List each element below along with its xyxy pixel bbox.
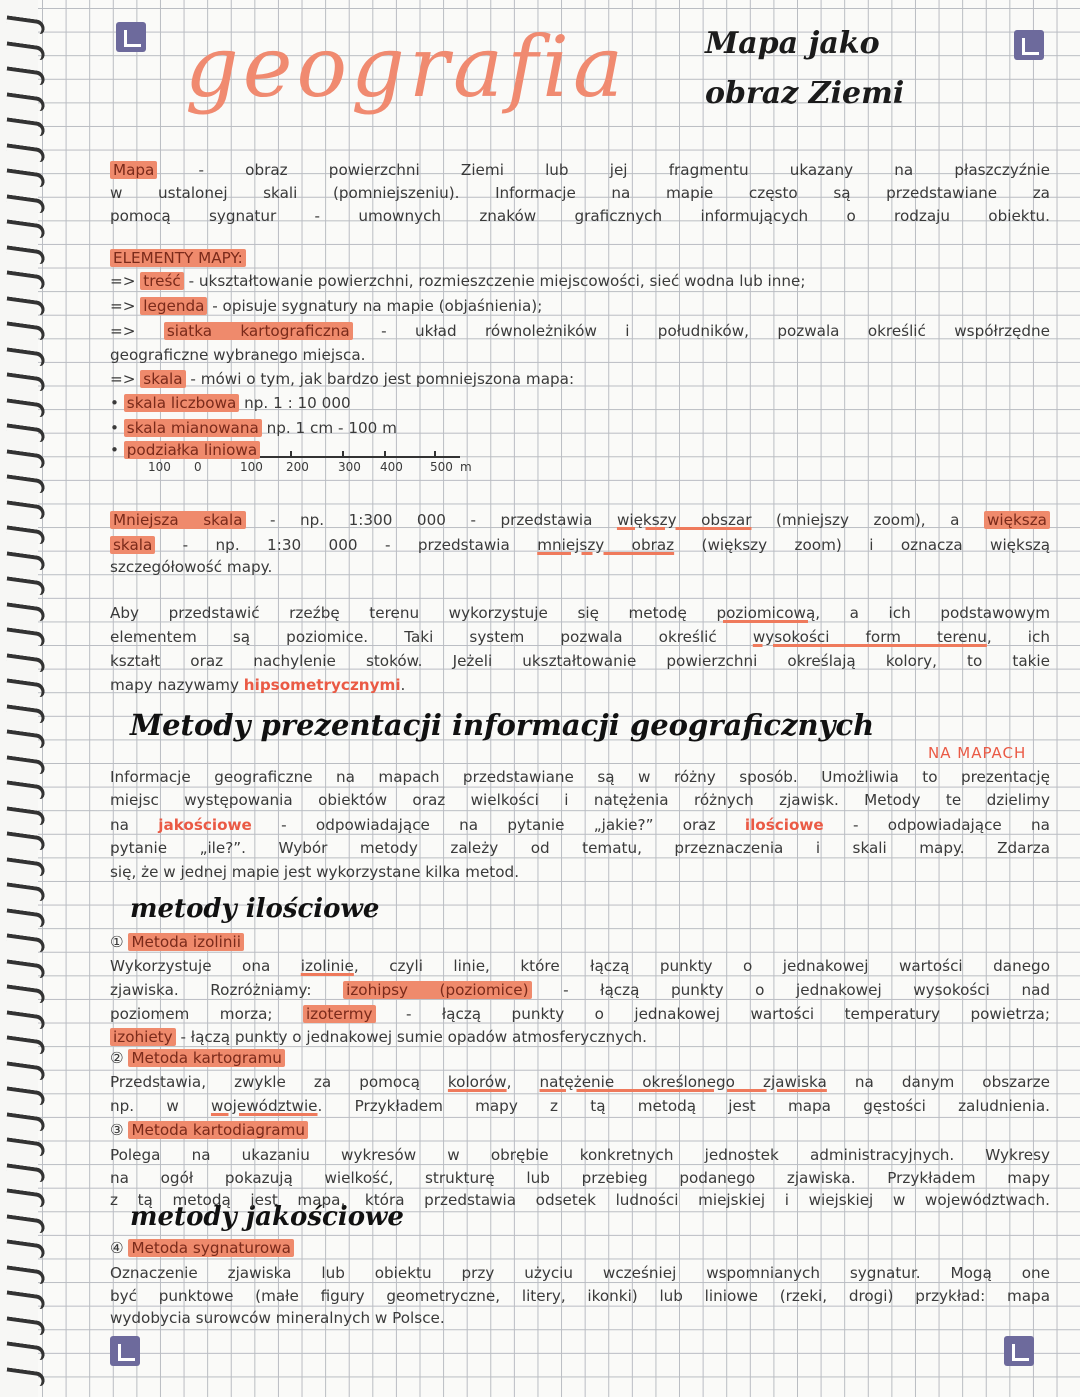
highlighted-term: Metoda kartodiagramu	[128, 1121, 308, 1139]
spiral-ring	[5, 729, 46, 748]
spiral-ring	[5, 398, 46, 417]
note-line	[110, 183, 1050, 203]
note-text: , czyli linie, które łączą punkty o jednakowej wartości danego	[353, 957, 1050, 975]
note-line	[110, 321, 1050, 341]
spiral-ring	[5, 143, 46, 162]
note-text: - obraz powierzchni Ziemi lub jej fragmentu ukazany na płaszczyźnie	[157, 161, 1050, 179]
scale-bar-label: 200	[286, 460, 309, 474]
note-line	[110, 1072, 1050, 1092]
highlighted-term: Metoda sygnaturowa	[128, 1239, 293, 1257]
note-line	[110, 510, 1050, 530]
spiral-ring	[5, 1188, 46, 1207]
spiral-ring	[5, 66, 46, 85]
spiral-ring	[5, 1137, 46, 1156]
red-term: jakościowe	[158, 816, 252, 834]
underlined-term: większy obszar	[616, 511, 752, 529]
note-line	[110, 651, 1050, 671]
red-term: ilościowe	[744, 816, 824, 834]
underlined-term: poziomicową	[716, 604, 816, 622]
highlighted-term: siatka kartograficzna	[164, 322, 353, 340]
note-text: =>	[110, 370, 141, 388]
note-text: - odpowiadające na	[823, 816, 1050, 834]
note-text: Aby przedstawić rzeźbę terenu wykorzystuje się metodę	[110, 604, 717, 622]
note-text: np. 1 cm - 100 m	[261, 419, 397, 437]
spiral-ring	[5, 806, 46, 825]
corner-marker-icon	[116, 22, 146, 52]
spiral-ring	[5, 857, 46, 876]
spiral-ring	[5, 500, 46, 519]
spiral-ring	[5, 15, 46, 34]
subtitle-line-2: obraz Ziemi	[705, 76, 905, 111]
highlighted-term: Mapa	[110, 161, 157, 179]
note-text: - np. 1:30 000 - przedstawia	[155, 536, 538, 554]
spiral-ring	[5, 92, 46, 111]
note-line	[110, 206, 1050, 226]
note-text: •	[110, 441, 124, 459]
highlighted-term: skala liczbowa	[124, 394, 240, 412]
note-text: ④	[110, 1239, 129, 1257]
spiral-ring	[5, 347, 46, 366]
note-line	[110, 790, 1050, 810]
highlighted-term: legenda	[140, 297, 207, 315]
highlighted-term: izotermy	[303, 1005, 376, 1023]
spiral-ring	[5, 525, 46, 544]
note-text: •	[110, 394, 124, 412]
note-text: wydobycia surowców mineralnych w Polsce.	[110, 1309, 445, 1327]
highlighted-term: Metoda kartogramu	[128, 1049, 284, 1067]
scale-bar-label: 100	[240, 460, 263, 474]
note-text: (większy zoom) i oznacza większą	[674, 536, 1050, 554]
note-line	[110, 1145, 1050, 1165]
note-text: =>	[110, 272, 141, 290]
note-text: Polega na ukazaniu wykresów w obrębie konkretnych jednostek administracyjnych. Wykresy	[110, 1146, 1050, 1164]
spiral-ring	[5, 296, 46, 315]
scale-bar-label: m	[460, 460, 472, 474]
note-line	[110, 767, 1050, 787]
note-text: , a ich podstawowym	[815, 604, 1050, 622]
note-line	[110, 838, 1050, 858]
underlined-term: wysokości form terenu	[752, 628, 987, 646]
spiral-ring	[5, 1112, 46, 1131]
spiral-ring	[5, 1010, 46, 1029]
note-text: elementem są poziomice. Taki system pozwala określić	[110, 628, 753, 646]
spiral-ring	[5, 1265, 46, 1284]
note-line	[110, 815, 1050, 835]
note-line	[110, 393, 1050, 413]
note-line	[110, 1168, 1050, 1188]
spiral-ring	[5, 474, 46, 493]
note-text: na ogół pokazują wielkość, strukturę lub przebieg podanego zjawiska. Przykładem mapy	[110, 1169, 1050, 1187]
spiral-ring	[5, 653, 46, 672]
note-text: ,	[506, 1073, 540, 1091]
note-text: mapy nazywamy	[110, 676, 244, 694]
spiral-ring	[5, 1239, 46, 1258]
note-text: pytanie „ile?”. Wybór metody zależy od tematu, przeznaczenia i skali mapy. Zdarza	[110, 839, 1050, 857]
note-text: np. w	[110, 1097, 211, 1115]
spiral-ring	[5, 1035, 46, 1054]
note-line	[110, 440, 1050, 460]
spiral-binding	[0, 0, 50, 1397]
underlined-term: kolorów	[447, 1073, 507, 1091]
highlighted-term: skala mianowana	[124, 419, 262, 437]
spiral-ring	[5, 627, 46, 646]
underlined-term: izolinie	[300, 957, 354, 975]
note-text: poziomem morza;	[110, 1005, 303, 1023]
note-line	[110, 557, 1050, 577]
note-text: miejsc występowania obiektów oraz wielkości i natężenia różnych zjawisk. Metody te dzielimy	[110, 791, 1050, 809]
scale-bar-label: 0	[194, 460, 202, 474]
note-line	[110, 1048, 1050, 1068]
highlighted-term: większa	[984, 511, 1050, 529]
note-text: .	[400, 676, 406, 694]
note-line	[110, 1238, 1050, 1258]
highlighted-term: izohiety	[110, 1028, 176, 1046]
note-text: =>	[110, 322, 164, 340]
note-na-mapach: NA MAPACH	[928, 744, 1027, 762]
note-line	[110, 1263, 1050, 1283]
note-line	[110, 980, 1050, 1000]
spiral-ring	[5, 551, 46, 570]
scale-bar-label: 400	[380, 460, 403, 474]
note-text: ①	[110, 933, 129, 951]
spiral-ring	[5, 117, 46, 136]
note-line	[110, 535, 1050, 555]
note-text: kształt oraz nachylenie stoków. Jeżeli ukształtowanie powierzchni określają kolory, to takie	[110, 652, 1050, 670]
note-line	[110, 1120, 1050, 1140]
note-line	[110, 1096, 1050, 1116]
note-line	[110, 1190, 1050, 1210]
spiral-ring	[5, 449, 46, 468]
note-text: - odpowiadające na pytanie „jakie?” oraz	[251, 816, 745, 834]
spiral-ring	[5, 882, 46, 901]
heading-methods: Metody prezentacji informacji geograficznych	[130, 708, 875, 742]
scale-bar-label: 300	[338, 460, 361, 474]
note-line	[110, 1286, 1050, 1306]
note-text: - opisuje sygnatury na mapie (objaśnienia);	[207, 297, 543, 315]
note-text: - mówi o tym, jak bardzo jest pomniejszona mapa:	[185, 370, 575, 388]
note-text: Przedstawia, zwykle za pomocą	[110, 1073, 448, 1091]
underlined-term: mniejszy obraz	[537, 536, 675, 554]
note-text: np. 1 : 10 000	[239, 394, 351, 412]
highlighted-term: izohipsy (poziomice)	[343, 981, 531, 999]
note-line	[110, 418, 1050, 438]
note-text: z tą metodą jest mapa, która przedstawia odsetek ludności miejskiej i wiejskiej w województwach.	[110, 1191, 1050, 1209]
spiral-ring	[5, 1290, 46, 1309]
spiral-ring	[5, 984, 46, 1003]
highlighted-term: Metoda izolinii	[128, 933, 243, 951]
spiral-ring	[5, 1086, 46, 1105]
note-text: =>	[110, 297, 141, 315]
note-line	[110, 345, 1050, 365]
spiral-ring	[5, 245, 46, 264]
note-line	[110, 248, 1050, 268]
note-line	[110, 862, 1050, 882]
spiral-ring	[5, 41, 46, 60]
note-line	[110, 1004, 1050, 1024]
note-line	[110, 271, 1050, 291]
note-text: być punktowe (małe figury geometryczne, litery, ikonki) lub liniowe (rzeki, drogi) przykład: mapa	[110, 1287, 1050, 1305]
note-text: - łączą punkty o jednakowej wysokości nad	[531, 981, 1050, 999]
corner-marker-icon	[110, 1336, 140, 1366]
spiral-ring	[5, 1214, 46, 1233]
note-text: - np. 1:300 000 - przedstawia	[245, 511, 617, 529]
spiral-ring	[5, 576, 46, 595]
highlighted-term: treść	[140, 272, 183, 290]
spiral-ring	[5, 372, 46, 391]
heading-quantitative-methods: metody ilościowe	[130, 894, 380, 924]
heading-qualitative-methods: metody jakościowe	[130, 1202, 404, 1232]
spiral-ring	[5, 755, 46, 774]
note-text: na danym obszarze	[826, 1073, 1050, 1091]
subtitle-line-1: Mapa jako	[705, 26, 880, 61]
highlighted-term: podziałka liniowa	[124, 441, 260, 459]
note-text: - układ równoleżników i południków, pozwala określić współrzędne	[352, 322, 1050, 340]
spiral-ring	[5, 1367, 46, 1386]
note-text: zjawiska. Rozróżniamy:	[110, 981, 344, 999]
spiral-ring	[5, 780, 46, 799]
note-text: pomocą sygnatur - umownych znaków graficznych informujących o rodzaju obiektu.	[110, 207, 1050, 225]
corner-marker-icon	[1004, 1336, 1034, 1366]
spiral-ring	[5, 1163, 46, 1182]
highlighted-term: skala	[140, 370, 185, 388]
note-text: - łączą punkty o jednakowej sumie opadów atmosferycznych.	[175, 1028, 647, 1046]
note-text: (mniejszy zoom), a	[751, 511, 984, 529]
highlighted-term: Mniejsza skala	[110, 511, 246, 529]
note-line	[110, 160, 1050, 180]
highlighted-term: skala	[110, 536, 155, 554]
scale-bar-label: 500	[430, 460, 453, 474]
note-line	[110, 369, 1050, 389]
note-line	[110, 603, 1050, 623]
note-line	[110, 1027, 1050, 1047]
note-text: Wykorzystuje ona	[110, 957, 301, 975]
page-title: geografia	[185, 18, 628, 116]
spiral-ring	[5, 270, 46, 289]
spiral-ring	[5, 1341, 46, 1360]
note-text: , ich	[986, 628, 1050, 646]
spiral-ring	[5, 602, 46, 621]
note-line	[110, 932, 1050, 952]
note-line	[110, 296, 1050, 316]
note-text: się, że w jednej mapie jest wykorzystane kilka metod.	[110, 863, 520, 881]
note-text: ③	[110, 1121, 129, 1139]
note-line	[110, 627, 1050, 647]
spiral-ring	[5, 219, 46, 238]
spiral-ring	[5, 194, 46, 213]
corner-marker-icon	[1014, 30, 1044, 60]
highlighted-term: ELEMENTY MAPY:	[110, 249, 246, 267]
note-text: w ustalonej skali (pomniejszeniu). Informacje na mapie często są przedstawiane za	[110, 184, 1050, 202]
spiral-ring	[5, 704, 46, 723]
underlined-term: natężenie określonego zjawiska	[539, 1073, 827, 1091]
note-text: - ukształtowanie powierzchni, rozmieszczenie miejscowości, sieć wodna lub inne;	[183, 272, 806, 290]
note-text: - łączą punkty o jednakowej wartości temperatury powietrza;	[375, 1005, 1050, 1023]
scale-bar-label: 100	[148, 460, 171, 474]
spiral-ring	[5, 1061, 46, 1080]
spiral-ring	[5, 168, 46, 187]
note-line	[110, 675, 1050, 695]
spiral-ring	[5, 1316, 46, 1335]
note-text: szczegółowość mapy.	[110, 558, 273, 576]
spiral-ring	[5, 831, 46, 850]
note-text: geograficzne wybranego miejsca.	[110, 346, 366, 364]
spiral-ring	[5, 908, 46, 927]
spiral-ring	[5, 959, 46, 978]
note-text: Oznaczenie zjawiska lub obiektu przy użyciu wcześniej wspomnianych sygnatur. Mogą one	[110, 1264, 1050, 1282]
note-text: ②	[110, 1049, 129, 1067]
spiral-ring	[5, 933, 46, 952]
note-text: na	[110, 816, 159, 834]
red-term: hipsometrycznymi	[243, 676, 401, 694]
note-text: Informacje geograficzne na mapach przedstawiane są w różny sposób. Umożliwia to prezentację	[110, 768, 1050, 786]
spiral-ring	[5, 321, 46, 340]
note-text: •	[110, 419, 124, 437]
underlined-term: województwie	[210, 1097, 318, 1115]
note-text: . Przykładem mapy z tą metodą jest mapa gęstości zaludnienia.	[317, 1097, 1050, 1115]
spiral-ring	[5, 678, 46, 697]
note-line	[110, 1308, 1050, 1328]
spiral-ring	[5, 423, 46, 442]
note-line	[110, 956, 1050, 976]
